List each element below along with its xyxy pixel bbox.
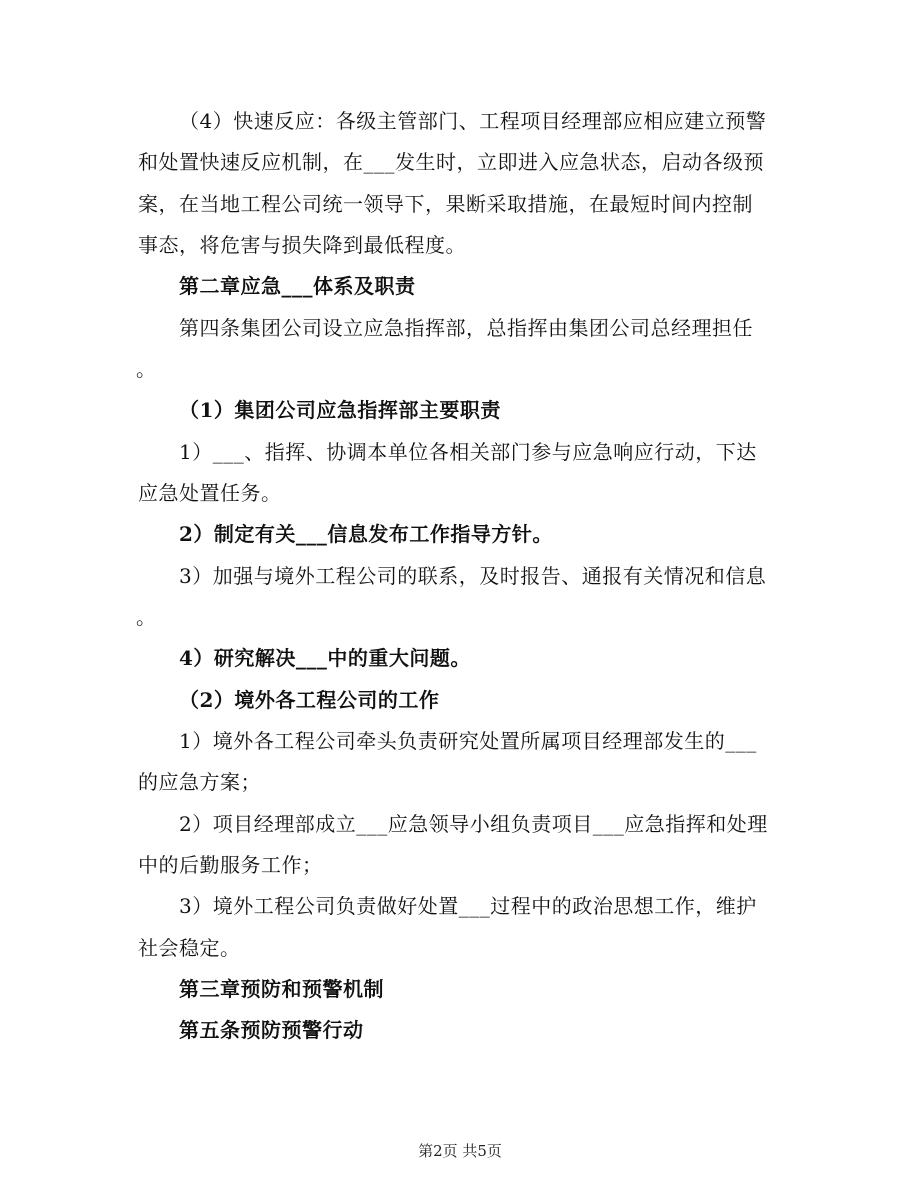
page-number-footer: 第2页 共5页 — [418, 1142, 502, 1160]
paragraph-line: 3）加强与境外工程公司的联系，及时报告、通报有关情况和信息 — [179, 564, 767, 588]
paragraph-line: 中的后勤服务工作； — [138, 853, 323, 877]
section-heading: 2）制定有关___信息发布工作指导方针。 — [179, 522, 553, 546]
paragraph-line: 1）___、指挥、协调本单位各相关部门参与应急响应行动，下达 — [179, 440, 757, 464]
section-heading: 4）研究解决___中的重大问题。 — [179, 646, 471, 670]
paragraph-line: 2）项目经理部成立___应急领导小组负责项目___应急指挥和处理 — [179, 812, 768, 836]
section-heading: （1）集团公司应急指挥部主要职责 — [179, 398, 501, 422]
paragraph-line: 3）境外工程公司负责做好处置___过程中的政治思想工作，维护 — [179, 894, 757, 918]
article-heading: 第五条预防预警行动 — [179, 1018, 364, 1042]
chapter-heading: 第二章应急___体系及职责 — [179, 274, 416, 298]
paragraph-line: 应急处置任务。 — [138, 481, 282, 505]
paragraph-line: 的应急方案； — [138, 770, 261, 794]
paragraph-line: 第四条集团公司设立应急指挥部，总指挥由集团公司总经理担任 — [179, 316, 753, 340]
chapter-heading: 第三章预防和预警机制 — [179, 977, 384, 1001]
paragraph-line: 。 — [136, 605, 157, 629]
paragraph-line: （4）快速反应：各级主管部门、工程项目经理部应相应建立预警 — [179, 109, 767, 133]
paragraph-line: 。 — [136, 357, 157, 381]
paragraph-line: 事态，将危害与损失降到最低程度。 — [138, 233, 466, 257]
paragraph-line: 1）境外各工程公司牵头负责研究处置所属项目经理部发生的___ — [179, 729, 757, 753]
paragraph-line: 案，在当地工程公司统一领导下，果断采取措施，在最短时间内控制 — [138, 192, 753, 216]
section-heading: （2）境外各工程公司的工作 — [179, 688, 440, 712]
paragraph-line: 和处置快速反应机制，在___发生时，立即进入应急状态，启动各级预 — [138, 150, 764, 174]
paragraph-line: 社会稳定。 — [138, 936, 241, 960]
